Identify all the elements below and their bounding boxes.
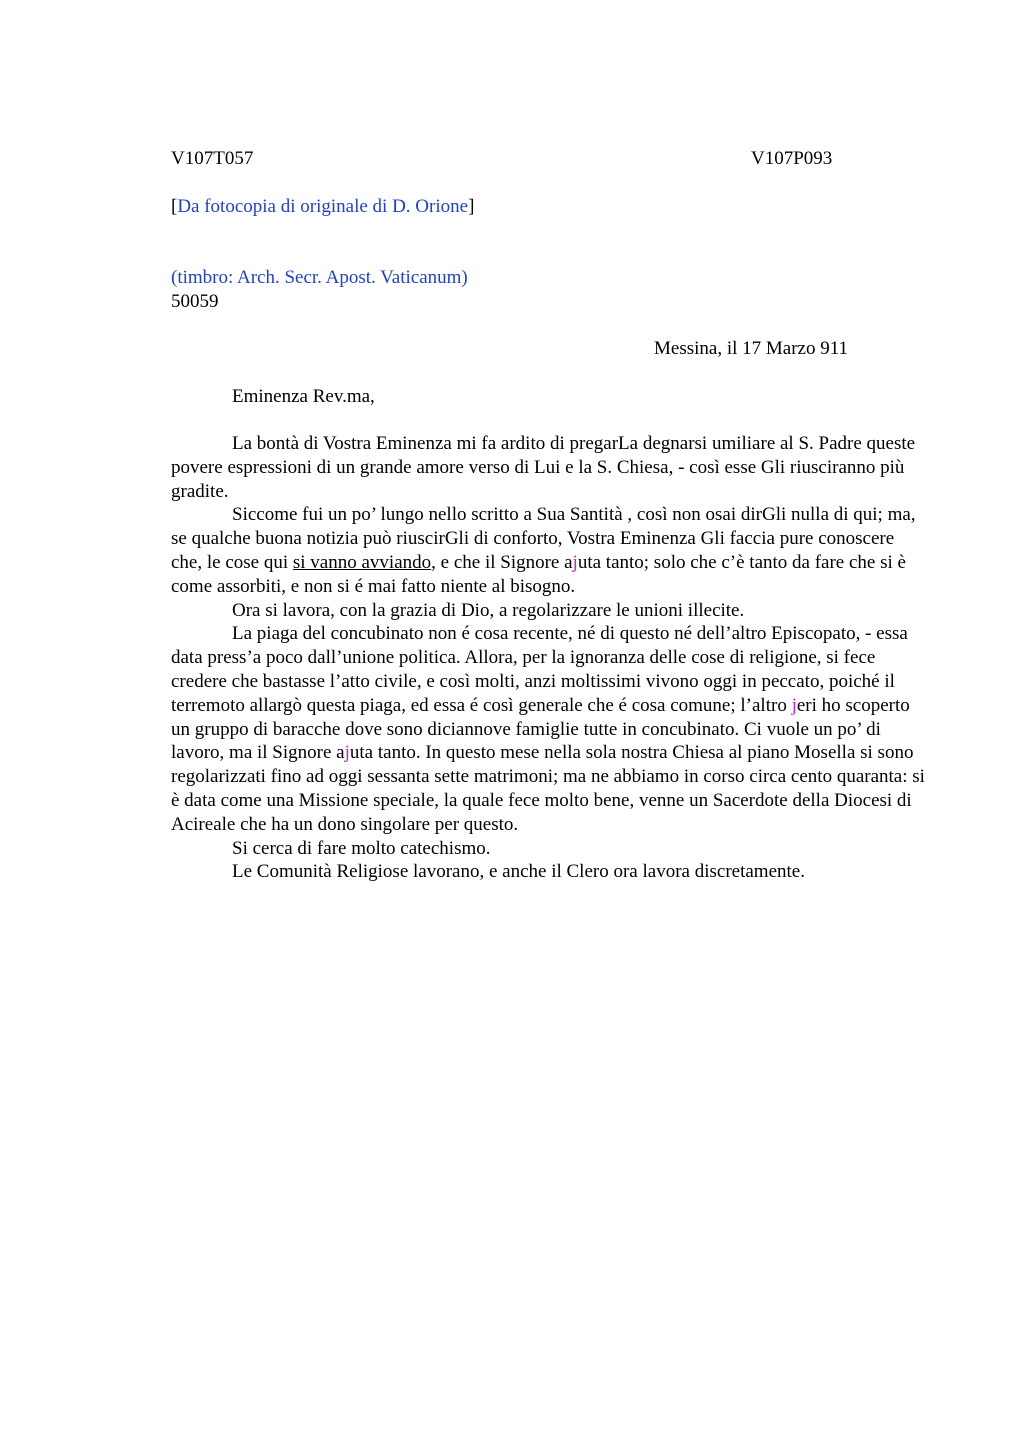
paragraph-6: Le Comunità Religiose lavorano, e anche il Clero ora lavora discretamente. — [232, 861, 805, 883]
paragraph-5: Si cerca di fare molto catechismo. — [232, 837, 491, 859]
stamp-note: (timbro: Arch. Secr. Apost. Vaticanum) — [171, 267, 468, 288]
volume-code-left: V107T057 — [171, 148, 254, 169]
source-note — [171, 195, 474, 219]
paragraph-2-text-b: , e che il Signore a — [431, 551, 573, 573]
highlighted-letter: j — [344, 742, 350, 764]
paragraph-2-text-a: Siccome fui un po’ lungo nello scritto a Sua Santità , così non osai dirGli nulla di qui; ma, se qualche buona notizia può riuscirGli di conforto, Vostra Eminenza Gli faccia pure conoscere che, le cose qui — [171, 504, 916, 573]
salutation: Eminenza Rev.ma, — [232, 386, 375, 407]
volume-code-right: V107P093 — [751, 148, 833, 169]
source-note-text: Da fotocopia di originale di D. Orione — [177, 196, 469, 217]
paragraph-4-text-c: uta tanto. In questo mese nella sola nostra Chiesa al piano Mosella si sono regolarizzati fino ad oggi sessanta sette matrimoni; ma ne abbiamo in corso circa cento quaranta: si è data come una Missione speciale, la quale fece molto bene, venne un Sacerdote della Diocesi di Acireale che ha un dono singolare per questo. — [171, 742, 925, 835]
letter-body — [171, 432, 927, 884]
highlighted-letter: j — [791, 694, 797, 716]
document-number: 50059 — [171, 291, 219, 312]
paragraph-4-text-a: La piaga del concubinato non é cosa recente, né di questo né dell’altro Episcopato, - essa data press’a poco dall’unione politica. Allora, per la ignoranza delle cose di religione, si fece credere che bastasse l’atto civile, e così molti, anzi moltissimi vivono oggi in peccato, poiché il terremoto allargò questa piaga, ed essa é così generale che é cosa comune; l’altro — [171, 623, 908, 716]
paragraph-2-text-c: uta tanto; solo che c’è tanto da fare che si è come assorbiti, e non si é mai fatto niente al bisogno. — [171, 551, 906, 597]
paragraph-1: La bontà di Vostra Eminenza mi fa ardito di pregarLa degnarsi umiliare al S. Padre queste povere espressioni di un grande amore verso di Lui e la S. Chiesa, - così esse Gli riusciranno più gradite. — [171, 433, 916, 502]
highlighted-letter: j — [572, 551, 578, 573]
paragraph-4-text-b: eri ho scoperto un gruppo di baracche dove sono diciannove famiglie tutte in concubinato. Ci vuole un po’ di lavoro, ma il Signore a — [171, 694, 910, 764]
paragraph-2 — [171, 503, 927, 598]
paragraph-3: Ora si lavora, con la grazia di Dio, a regolarizzare le unioni illecite. — [232, 599, 745, 621]
dateline: Messina, il 17 Marzo 911 — [654, 338, 849, 359]
source-bracket-close: ] — [468, 196, 475, 217]
source-bracket-open: [ — [171, 196, 178, 217]
underlined-phrase: si vanno avviando — [292, 551, 432, 573]
paragraph-4 — [171, 622, 927, 836]
